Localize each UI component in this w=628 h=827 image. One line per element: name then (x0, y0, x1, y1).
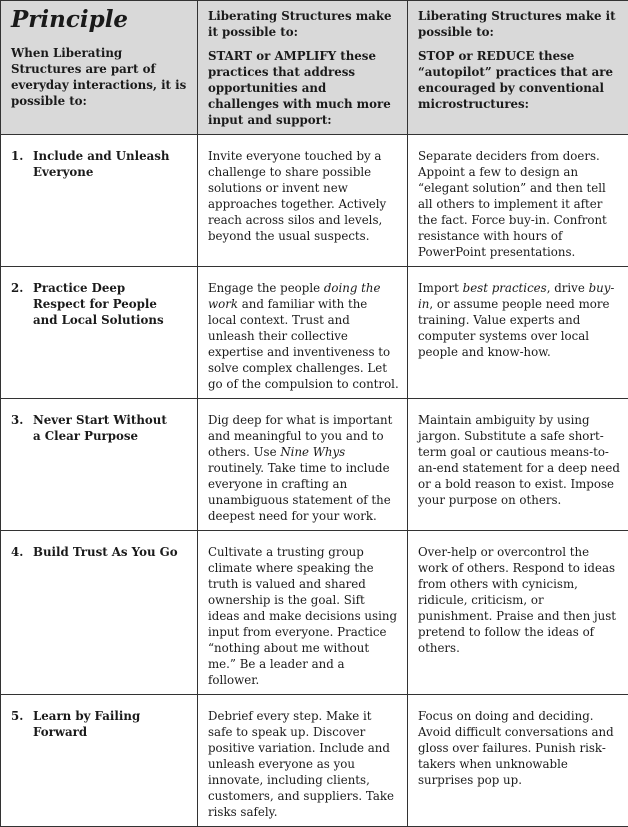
start-text: routinely. Take time to include everyone in crafting an unambiguous statement of the deepest need for your work. (208, 461, 391, 523)
start-cell (198, 267, 408, 399)
principle-number: 2. (11, 280, 33, 328)
start-cell: Debrief every step. Make it safe to speak up. Discover positive variation. Include and unleash everyone as you innovate, including clients, customers, and suppliers. Take risks safely. (198, 695, 408, 827)
principle-number: 3. (11, 412, 33, 444)
stop-cell: Separate deciders from doers. Appoint a few to design an “elegant solution” and then tell all others to implement it after the fact. Force buy-in. Confront resistance with hours of PowerPoint presentations. (408, 135, 628, 267)
principle-name: Never Start Without a Clear Purpose (33, 412, 178, 444)
stop-emphasis: best practices (463, 281, 547, 295)
stop-cell: Over-help or overcontrol the work of others. Respond to ideas from others with cynicism, ridicule, criticism, or punishment. Praise and then just pretend to follow the ideas of others. (408, 531, 628, 695)
start-text: Engage the people (208, 281, 324, 295)
principle-name: Include and Unleash Everyone (33, 148, 178, 180)
table-row (1, 399, 628, 531)
principle-title: Principle (11, 5, 189, 35)
stop-text: , drive (547, 281, 589, 295)
principle-name: Learn by Failing Forward (33, 708, 178, 740)
header-stop-cell (408, 1, 628, 135)
table-row (1, 135, 628, 267)
principle-name: Practice Deep Respect for People and Local Solutions (33, 280, 178, 328)
header-col3-line1: Liberating Structures make it possible to: (418, 8, 620, 40)
header-col3-line2: STOP or REDUCE these “autopilot” practices that are encouraged by conventional microstructures: (418, 49, 613, 111)
principle-number: 4. (11, 544, 33, 560)
stop-cell: Focus on doing and deciding. Avoid difficult conversations and gloss over failures. Punish risk-takers when unknowable surprises pop up. (408, 695, 628, 827)
principle-cell (1, 267, 198, 399)
stop-text: Import (418, 281, 463, 295)
start-text: and familiar with the local context. Trust and unleash their collective expertise and inventiveness to solve complex challenges. Let go of the compulsion to control. (208, 297, 399, 391)
stop-emphasis: buy-in (418, 281, 614, 311)
header-start-cell (198, 1, 408, 135)
start-cell: Cultivate a trusting group climate where speaking the truth is valued and shared ownership is the goal. Sift ideas and make decisions using input from everyone. Practice “nothing about me without me.” Be a leader and a follower. (198, 531, 408, 695)
header-principle-cell (1, 1, 198, 135)
principle-name: Build Trust As You Go (33, 544, 178, 560)
header-col2-line2: START or AMPLIFY these practices that address opportunities and challenges with much more input and support: (208, 49, 391, 127)
start-text: Dig deep for what is important and meaningful to you and to others. Use (208, 413, 392, 459)
table-row (1, 695, 628, 827)
principle-number: 1. (11, 148, 33, 180)
stop-cell (408, 267, 628, 399)
principle-number: 5. (11, 708, 33, 740)
header-col2-line1: Liberating Structures make it possible to: (208, 8, 399, 40)
start-emphasis: Nine Whys (280, 445, 345, 459)
table-row (1, 267, 628, 399)
header-col1-text: When Liberating Structures are part of everyday interactions, it is possible to: (11, 46, 186, 108)
start-emphasis: doing the work (208, 281, 381, 311)
start-cell: Invite everyone touched by a challenge to share possible solutions or invent new approaches together. Actively reach across silos and levels, beyond the usual suspects. (198, 135, 408, 267)
stop-cell: Maintain ambiguity by using jargon. Substitute a safe short-term goal or cautious means-to-an-end statement for a deep need or a bold reason to exist. Impose your purpose on others. (408, 399, 628, 531)
stop-text: , or assume people need more training. Value experts and computer systems over local people and know-how. (418, 297, 610, 359)
principle-cell (1, 531, 198, 695)
table-row (1, 531, 628, 695)
start-cell (198, 399, 408, 531)
header-row (1, 1, 628, 135)
principle-cell (1, 135, 198, 267)
principle-cell (1, 399, 198, 531)
principle-cell (1, 695, 198, 827)
